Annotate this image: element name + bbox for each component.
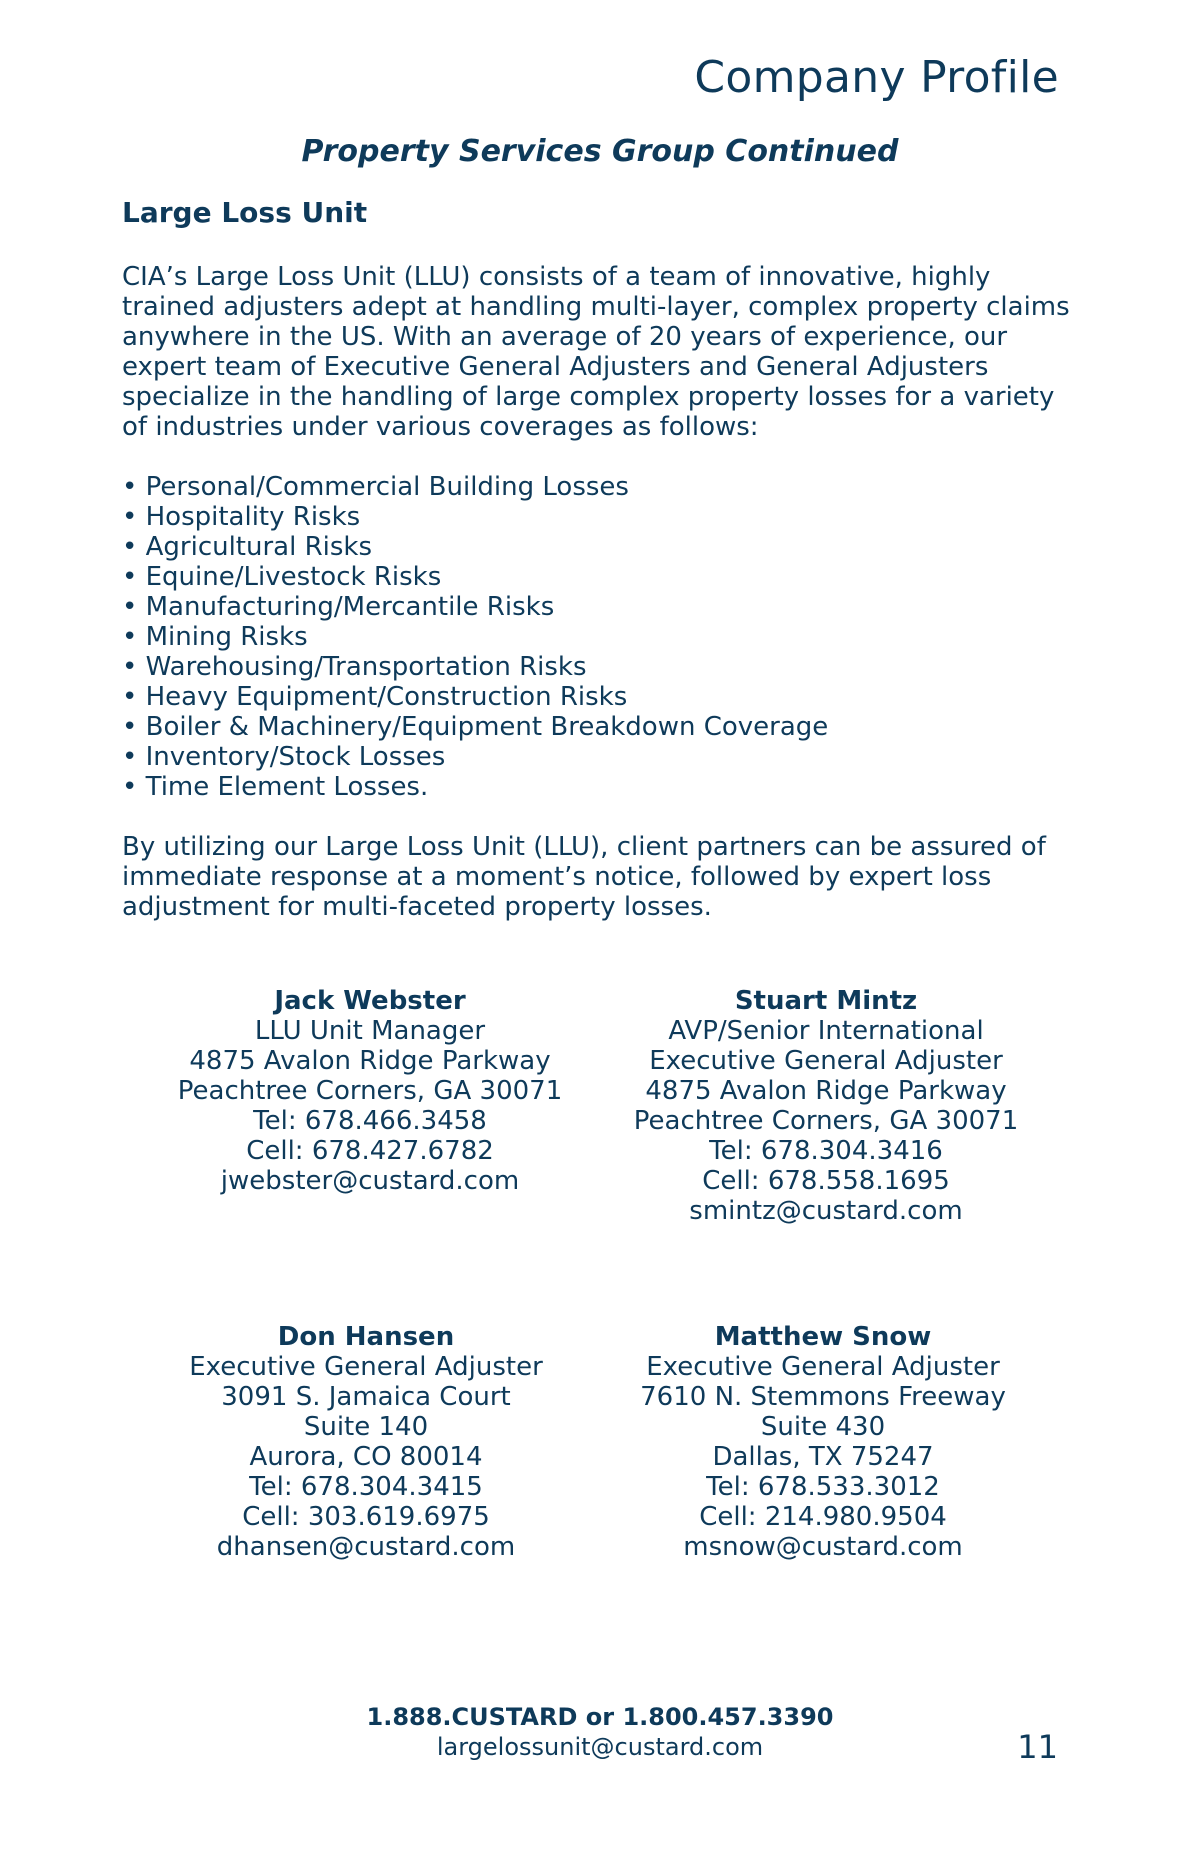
contact-cell: Cell: 678.427.6782 (246, 1136, 494, 1166)
coverage-item: • Manufacturing/Mercantile Risks (122, 592, 1082, 622)
page-title: Company Profile (694, 52, 1059, 103)
coverage-list (122, 472, 1082, 802)
contact-suite: Suite 140 (303, 1412, 429, 1442)
contact-name: Matthew Snow (714, 1322, 932, 1352)
coverage-item: • Time Element Losses. (122, 772, 1082, 802)
contact-city: Peachtree Corners, GA 30071 (177, 1076, 563, 1106)
contact-name: Jack Webster (274, 986, 466, 1016)
contact-title: AVP/Senior International (668, 1016, 984, 1046)
contact-suite: Suite 430 (760, 1412, 886, 1442)
contact-title: LLU Unit Manager (254, 1016, 486, 1046)
coverage-item: • Agricultural Risks (122, 532, 1082, 562)
closing-paragraph: By utilizing our Large Loss Unit (LLU), client partners can be assured of immediate response at a moment’s notice, followed by expert loss adjustment for multi-faceted property losses. (122, 832, 1046, 922)
contact-title: Executive General Adjuster (646, 1352, 1000, 1382)
contact-address: 4875 Avalon Ridge Parkway (645, 1076, 1007, 1106)
contact-city: Dallas, TX 75247 (712, 1442, 934, 1472)
footer-email[interactable]: largelossunit@custard.com (436, 1733, 764, 1761)
contact-cell: Cell: 214.980.9504 (699, 1502, 947, 1532)
section-heading: Large Loss Unit (122, 196, 368, 229)
contact-title: Executive General Adjuster (649, 1046, 1003, 1076)
contact-tel: Tel: 678.304.3416 (709, 1136, 943, 1166)
contact-name: Don Hansen (277, 1322, 455, 1352)
section-subtitle: Property Services Group Continued (301, 134, 899, 169)
contact-card-stuart-mintz (606, 986, 1046, 1226)
contact-cell: Cell: 678.558.1695 (702, 1166, 950, 1196)
contact-city: Peachtree Corners, GA 30071 (633, 1106, 1019, 1136)
main-content (122, 196, 1082, 952)
contact-card-don-hansen (146, 1322, 586, 1562)
intro-paragraph: CIA’s Large Loss Unit (LLU) consists of a team of innovative, highly trained adjusters adept at handling multi-layer, complex property claims anywhere in the US. With an average of 20 years of experience, our expert team of Executive General Adjusters and General Adjusters specialize in the handling of large complex property losses for a variety of industries under various coverages as follows: (122, 262, 1070, 442)
page-number: 11 (1017, 1728, 1058, 1766)
contact-email[interactable]: smintz@custard.com (689, 1196, 963, 1226)
contact-city: Aurora, CO 80014 (249, 1442, 483, 1472)
contact-email[interactable]: msnow@custard.com (683, 1532, 963, 1562)
coverage-item: • Hospitality Risks (122, 502, 1082, 532)
coverage-item: • Personal/Commercial Building Losses (122, 472, 1082, 502)
footer-phone-numbers: 1.888.CUSTARD or 1.800.457.3390 (366, 1703, 834, 1731)
contact-tel: Tel: 678.466.3458 (253, 1106, 487, 1136)
contact-address: 3091 S. Jamaica Court (221, 1382, 511, 1412)
contact-name: Stuart Mintz (734, 986, 918, 1016)
contact-cell: Cell: 303.619.6975 (242, 1502, 490, 1532)
contact-address: 7610 N. Stemmons Freeway (640, 1382, 1006, 1412)
contact-email[interactable]: dhansen@custard.com (216, 1532, 516, 1562)
contact-card-matthew-snow (603, 1322, 1043, 1562)
contact-card-jack-webster (150, 986, 590, 1196)
contact-tel: Tel: 678.533.3012 (706, 1472, 940, 1502)
contact-address: 4875 Avalon Ridge Parkway (189, 1046, 551, 1076)
coverage-item: • Mining Risks (122, 622, 1082, 652)
coverage-item: • Inventory/Stock Losses (122, 742, 1082, 772)
contact-title: Executive General Adjuster (189, 1352, 543, 1382)
contact-email[interactable]: jwebster@custard.com (220, 1166, 520, 1196)
coverage-item: • Heavy Equipment/Construction Risks (122, 682, 1082, 712)
coverage-item: • Warehousing/Transportation Risks (122, 652, 1082, 682)
contact-tel: Tel: 678.304.3415 (249, 1472, 483, 1502)
coverage-item: • Boiler & Machinery/Equipment Breakdown Coverage (122, 712, 1082, 742)
coverage-item: • Equine/Livestock Risks (122, 562, 1082, 592)
